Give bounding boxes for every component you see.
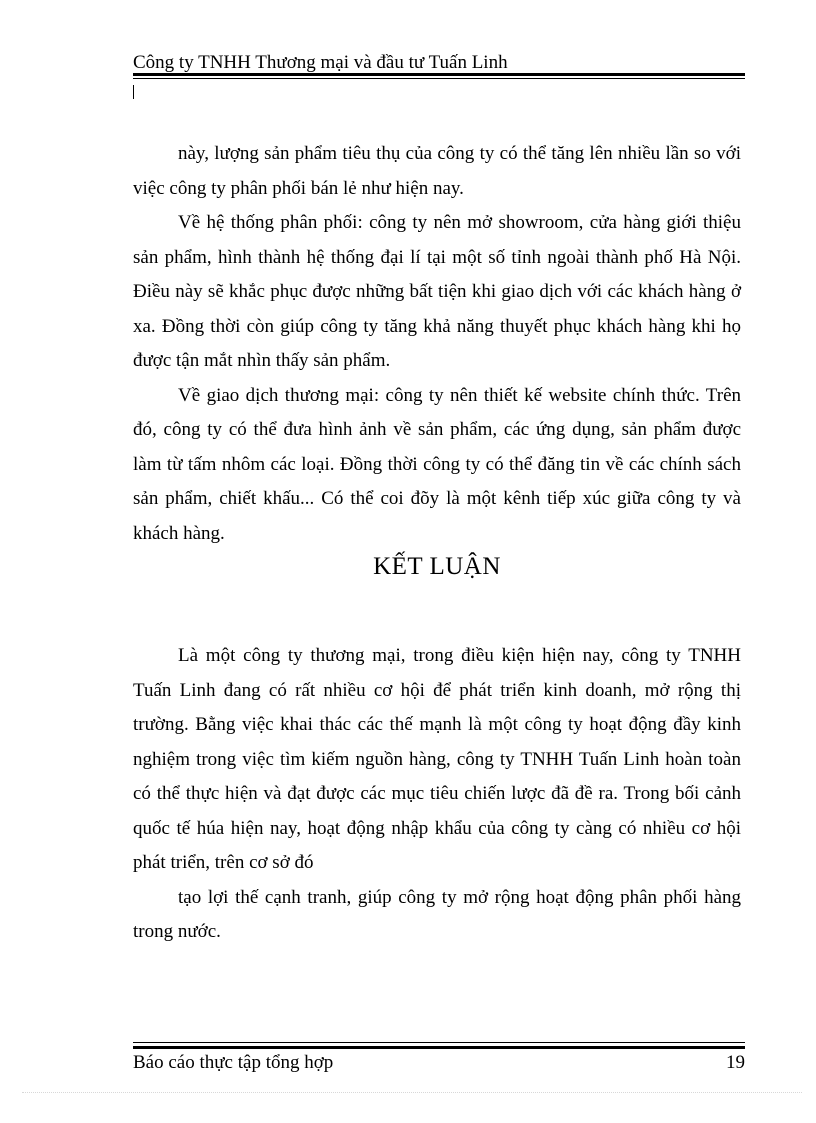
paragraph-trade-transactions: Về giao dịch thương mại: công ty nên thiết kế website chính thức. Trên đó, công ty có thể đưa hình ảnh về sản phẩm, các ứng dụng, sản phẩm được làm từ tấm nhôm các loại. Đồng thời công ty có thể đăng tin về các chính sách sản phẩm, chiết khấu... Có thể coi đõy là một kênh tiếp xúc giữa công ty và khách hàng. [133,384,741,544]
paragraph-continuation: này, lượng sản phẩm tiêu thụ của công ty có thể tăng lên nhiều lần so với việc công ty phân phối bán lẻ như hiện nay. [133,143,741,199]
page-number: 19 [726,1052,745,1073]
footer-rule [133,1046,745,1049]
paragraph-distribution-system: Về hệ thống phân phối: công ty nên mở showroom, cửa hàng giới thiệu sản phẩm, hình thành hệ thống đại lí tại một số tỉnh ngoài thành phố Hà Nội. Điều này sẽ khắc phục được những bất tiện khi giao dịch với các khách hàng ở xa. Đồng thời còn giúp công ty tăng khả năng thuyết phục khách hàng khi họ được tận mắt nhìn thấy sản phẩm. [133,212,741,371]
footer-rule-secondary [133,1042,745,1043]
paragraph-conclusion-continued: tạo lợi thế cạnh tranh, giúp công ty mở rộng hoạt động phân phối hàng trong nước. [133,886,741,942]
body-text [133,137,741,551]
page-boundary [22,1092,802,1093]
paragraph-conclusion: Là một công ty thương mại, trong điều kiện hiện nay, công ty TNHH Tuấn Linh đang có rất nhiều cơ hội để phát triển kinh doanh, mở rộng thị trường. Bằng việc khai thác các thế mạnh là một công ty hoạt động đầy kinh nghiệm trong việc tìm kiếm nguồn hàng, công ty TNHH Tuấn Linh hoàn toàn có thể thực hiện và đạt được các mục tiêu chiến lược đã đề ra. Trong bối cảnh quốc tế húa hiện nay, hoạt động nhập khẩu của công ty càng có nhiều cơ hội phát triển, trên cơ sở đó [133,645,741,873]
header-rule [133,73,745,76]
header-company-name: Công ty TNHH Thương mại và đầu tư Tuấn Linh [133,52,508,73]
text-cursor [133,85,134,99]
footer-report-title: Báo cáo thực tập tổng hợp [133,1052,334,1073]
section-heading-conclusion: KẾT LUẬN [373,553,501,580]
conclusion-text [133,639,741,950]
header-rule-secondary [133,78,745,79]
